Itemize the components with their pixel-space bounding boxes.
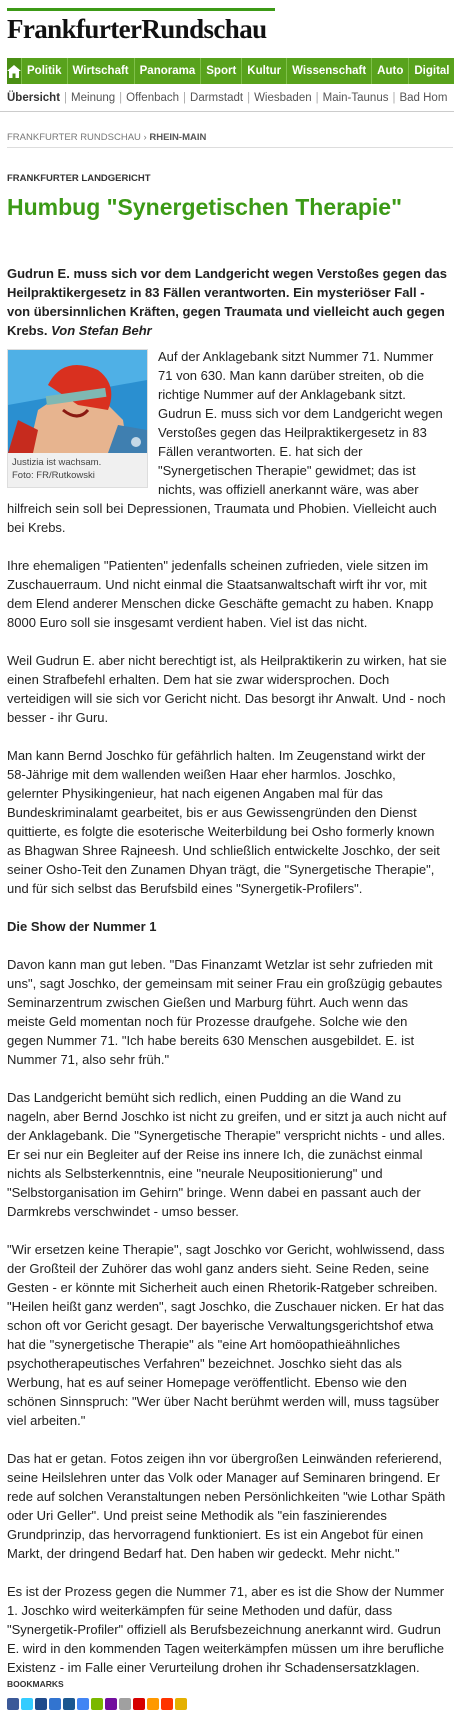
linkarena-icon[interactable] — [147, 1698, 159, 1710]
subnav-separator: | — [392, 92, 396, 104]
article-figure — [7, 349, 148, 488]
nav-item-wirtschaft[interactable]: Wirtschaft — [67, 58, 134, 84]
twitter-icon[interactable] — [21, 1698, 33, 1710]
mrwong-icon[interactable] — [133, 1698, 145, 1710]
logo-accent-bar — [7, 8, 275, 11]
sub-navigation — [7, 88, 454, 108]
digg-icon[interactable] — [63, 1698, 75, 1710]
article-headline: Humbug "Synergetischen Therapie" — [7, 194, 402, 220]
article-paragraph: Man kann Bernd Joschko für gefährlich halten. Im Zeugenstand wirkt der 58-Jährige mit dem wallenden weißen Haar eher harmlos. Joschko, gelernter Physikingenieur, hat nach eigenen Angaben mal für das Bundeskriminalamt gearbeitet, bis er aus Gewissengründen den Dienst quittierte, es folgte die esoterische Weiterbildung bei Osho formerly known as Bhagwan Shree Rajneesh. Und schließlich entwickelte Joschko, der seit seiner Osho-Teit den Zunamen Dhyan trägt, die "Synergetische Therapie", und für sich selbst das Berufsbild eines "Synergetik-Profilers". — [7, 748, 440, 896]
breadcrumb-current: RHEIN-MAIN — [149, 132, 207, 143]
article-kicker: FRANKFURTER LANDGERICHT — [7, 173, 151, 184]
bookmarks-label: BOOKMARKS — [7, 1679, 64, 1689]
home-icon — [7, 65, 21, 78]
subnav-separator: | — [119, 92, 123, 104]
article-paragraph: Weil Gudrun E. aber nicht berechtigt ist, als Heilpraktikerin zu wirken, hat sie einen Strafbefehl erhalten. Dem hat sie zwar widersprochen. Doch verteidigen will sie sich vor Gericht nicht. Das besorgt ihr Anwalt. Und - noch besser - ihr Guru. — [7, 653, 447, 725]
bookmarks-icons — [7, 1698, 187, 1710]
justitia-image[interactable] — [8, 350, 147, 453]
subnav-item-darmstadt[interactable]: Darmstadt — [190, 92, 244, 104]
webnews-icon[interactable] — [91, 1698, 103, 1710]
nav-item-politik[interactable]: Politik — [21, 58, 67, 84]
article-paragraph: Auf der Anklagebank sitzt Nummer 71. Nummer 71 von 630. Man kann darüber streiten, ob die richtige Nummer auf der Anklagebank sitzt. Gudrun E. muss sich vor dem Landgericht wegen Verstoßes gegen das Heilpraktikergesetz in 83 Fällen verantworten. E. hat sich der "Synergetischen Therapie" gewidmet; das ist nichts, was offiziell anerkannt wäre, was aber hilfreich sein soll bei Depressionen, Traumata und Phobien. Vielleicht auch bei Krebs. — [7, 349, 443, 535]
article-paragraph: Es ist der Prozess gegen die Nummer 71, aber es ist die Show der Nummer 1. Joschko wird weiterkämpfen für seine Methoden und dafür, dass "Synergetik-Profiler" offiziell als Berufsbezeichnung anerkannt wird. Gudrun E. wird in den kommenden Tagen weiterkämpfen müssen um ihre berufliche Existenz - im Falle einer Verurteilung drohen ihr Schadensersatzklagen. — [7, 1584, 445, 1675]
site-logo[interactable]: FrankfurterRundschau — [7, 14, 267, 44]
oneview-icon[interactable] — [175, 1698, 187, 1710]
caption-text: Justizia ist wachsam. — [12, 457, 102, 468]
delicious-icon[interactable] — [49, 1698, 61, 1710]
nav-item-panorama[interactable]: Panorama — [134, 58, 201, 84]
divider — [7, 147, 453, 148]
article-author: Von Stefan Behr — [51, 323, 152, 338]
breadcrumb-root[interactable]: FRANKFURTER RUNDSCHAU — [7, 132, 141, 143]
subnav-separator: | — [315, 92, 319, 104]
caption-credit: Foto: FR/Rutkowski — [12, 470, 95, 481]
article-paragraph: Davon kann man gut leben. "Das Finanzamt Wetzlar ist sehr zufrieden mit uns", sagt Joschko, der gemeinsam mit seiner Frau ein großzügig gebautes Seminarzentrum zwischen Gießen und Marburg führt. Auch wenn das meiste Geld momentan noch für Prozesse draufgehe. Solche wie den gegen Nummer 71. "Ich habe bereits 630 Menschen ausgebildet. E. ist Nummer 71, also sehr früh." — [7, 957, 443, 1067]
subnav-item-offenbach[interactable]: Offenbach — [126, 92, 180, 104]
breadcrumb-separator: › — [143, 132, 147, 143]
masthead — [0, 0, 454, 50]
yigg-icon[interactable] — [119, 1698, 131, 1710]
nav-item-digital[interactable]: Digital — [408, 58, 454, 84]
lead-text: Gudrun E. muss sich vor dem Landgericht wegen Verstoßes gegen das Heilpraktikergesetz in 83 Fällen verantworten. Ein mysteriöser Fall - von übersinnlichen Kräften, gegen Traumata und vielleicht auch gegen Krebs. — [7, 266, 447, 338]
subnav-item-main-taunus[interactable]: Main-Taunus — [322, 92, 389, 104]
article-paragraph: "Wir ersetzen keine Therapie", sagt Joschko vor Gericht, wohlwissend, dass der Großteil der Zuhörer das wohl ganz anders sieht. Seine Reden, seine Gesten - er könnte mit Sicherheit auch einen Rhetorik-Ratgeber schreiben. "Heilen heißt ganz werden", sagt Joschko, die Zuschauer nicken. Er hat das schon oft vor Gericht gesagt. Der bayerische Verwaltungsgerichtshof etwa hat die "synergetische Therapie" als "eine Art homöopathieähnliches psychotherapeutisches Verfahren" bezeichnet. Joschko sieht das als Werbung, hat es auf seiner Homepage veröffentlicht. Ebenso wie den schönen Sinnspruch: "Wer über Nacht berühmt werden will, muss tagsüber viel arbeiten." — [7, 1242, 445, 1428]
nav-home-button[interactable] — [7, 58, 21, 84]
article-paragraph: Das Landgericht bemüht sich redlich, einen Pudding an die Wand zu nageln, aber Bernd Joschko ist nicht zu greifen, und er sitzt ja auch nicht auf der Anklagebank. Die "Synergetische Therapie" verspricht nichts - und alles. Er sei nur ein Begleiter auf der Reise ins innere Ich, die zunächst einmal nichts als Selbsterkenntnis, eine "neurale Neupositionierung" und "Selbstorganisation im Gehirn" bringe. Wenn dabei en passant auch der Darmkrebs verschwindet - umso besser. — [7, 1090, 447, 1219]
article-body — [7, 347, 447, 1696]
subnav-separator: | — [64, 92, 68, 104]
main-navigation — [7, 58, 454, 84]
yahoo-icon[interactable] — [105, 1698, 117, 1710]
subnav-item-wiesbaden[interactable]: Wiesbaden — [254, 92, 312, 104]
nav-item-auto[interactable]: Auto — [371, 58, 408, 84]
subnav-separator: | — [247, 92, 251, 104]
article-lead — [7, 264, 447, 340]
facebook-icon[interactable] — [7, 1698, 19, 1710]
subnav-item-bad-homburg[interactable]: Bad Hom — [399, 92, 448, 104]
subnav-item-uebersicht[interactable]: Übersicht — [7, 92, 61, 104]
article-paragraph: Ihre ehemaligen "Patienten" jedenfalls scheinen zufrieden, viele sitzen im Zuschauerraum. Und nicht einmal die Staatsanwaltschaft wirft ihr vor, mit dem Elend anderer Menschen dicke Geschäfte gemacht zu haben. Knapp 8000 Euro soll sie insgesamt verdient haben. Viel ist das nicht. — [7, 558, 434, 630]
nav-item-sport[interactable]: Sport — [200, 58, 241, 84]
myspace-icon[interactable] — [35, 1698, 47, 1710]
google-icon[interactable] — [77, 1698, 89, 1710]
divider — [0, 111, 454, 112]
nav-item-kultur[interactable]: Kultur — [241, 58, 286, 84]
misterwong-icon[interactable] — [161, 1698, 173, 1710]
subnav-item-meinung[interactable]: Meinung — [71, 92, 116, 104]
image-caption — [8, 453, 147, 487]
article-paragraph: Das hat er getan. Fotos zeigen ihn vor übergroßen Leinwänden referierend, seine Heilslehren unter das Volk oder Manager auf Seminaren bringend. Er rede auf solchen Veranstaltungen neben Persönlichkeiten "wie Lothar Späth oder Uri Geller". Und preist seine Methodik als "ein faszinierendes Grundprinzip, das hervorragend funktioniert. Es ist ein Angebot für einen Markt, der dringend Bedarf hat. Den haben wir gedeckt. Mehr nicht." — [7, 1451, 446, 1561]
breadcrumb — [7, 132, 206, 143]
nav-item-wissenschaft[interactable]: Wissenschaft — [286, 58, 371, 84]
article-subheading: Die Show der Nummer 1 — [7, 919, 157, 934]
subnav-separator: | — [183, 92, 187, 104]
